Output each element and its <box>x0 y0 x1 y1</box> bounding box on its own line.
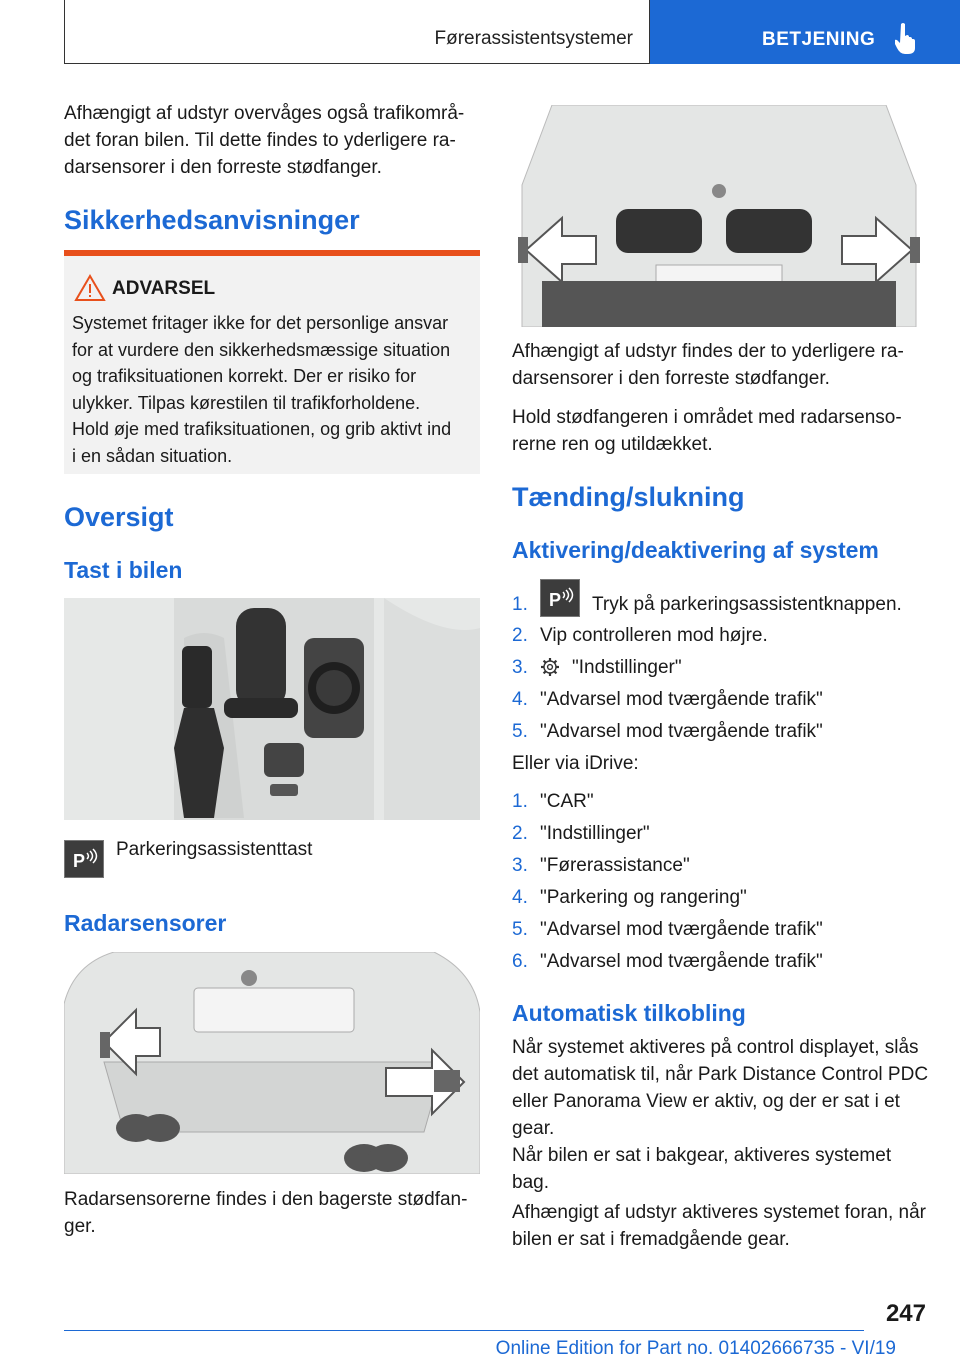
section-title: BETJENING <box>762 29 876 50</box>
radar-heading: Radarsensorer <box>64 910 227 936</box>
auto-heading: Automatisk tilkobling <box>512 1000 746 1026</box>
parking-sensor-icon <box>541 580 579 616</box>
idrive-step-2 <box>512 820 650 847</box>
reverse-paragraph <box>512 1142 942 1196</box>
step-2 <box>512 622 768 649</box>
step-text: "Indstillinger" <box>540 823 650 844</box>
warning-box <box>64 250 480 474</box>
front-caption <box>512 338 932 392</box>
footer-divider <box>64 1330 864 1331</box>
auto-line: Når systemet aktiveres på control displayet, slås <box>512 1037 919 1058</box>
front-bumper-illustration <box>512 105 926 327</box>
rear-bumper-illustration <box>64 952 480 1174</box>
step-number: 6. <box>512 951 528 972</box>
warning-line: Hold øje med trafiksituationen, og grib aktivt ind <box>72 419 452 439</box>
step-5 <box>512 718 823 745</box>
auto-line: eller Panorama View er aktiv, og der er sat i et <box>512 1091 900 1112</box>
center-console-illustration <box>64 598 480 820</box>
svg-text:P: P <box>549 590 562 610</box>
warning-line: for at vurdere den sikkerhedsmæssige situation <box>72 339 451 360</box>
warning-text <box>72 310 476 469</box>
step-number: 3. <box>512 657 528 678</box>
page-number: 247 <box>885 1300 926 1327</box>
intro-line: darsensorer i den forreste stødfanger. <box>64 157 382 178</box>
step-number: 2. <box>512 625 528 646</box>
step-text: "Førerassistance" <box>540 855 690 876</box>
button-heading: Tast i bilen <box>64 557 183 583</box>
radar-caption-line: ger. <box>64 1216 96 1237</box>
intro-paragraph <box>64 100 484 181</box>
keep-clean-paragraph <box>512 404 932 458</box>
keep-clean-line: rerne ren og utildækket. <box>512 434 713 455</box>
step-4 <box>512 686 823 713</box>
warning-title: ADVARSEL <box>112 278 216 299</box>
step-number: 3. <box>512 855 528 876</box>
idrive-step-1 <box>512 788 594 815</box>
step-text: "Advarsel mod tværgående trafik" <box>540 919 823 940</box>
forward-line: bilen er sat i fremadgående gear. <box>512 1229 790 1250</box>
reverse-line: Når bilen er sat i bakgear, aktiveres systemet <box>512 1145 892 1166</box>
warning-line: ulykker. Tilpas kørestilen til trafikforholdene. <box>72 392 421 413</box>
via-idrive-text: Eller via iDrive: <box>512 753 639 774</box>
intro-line: det foran bilen. Til dette findes to yderligere ra- <box>64 130 456 151</box>
overview-heading: Oversigt <box>64 502 174 532</box>
step-number: 4. <box>512 887 528 908</box>
step-text: "Advarsel mod tværgående trafik" <box>540 689 823 710</box>
safety-heading: Sikkerhedsanvisninger <box>64 205 360 235</box>
step-number: 1. <box>512 594 528 615</box>
step-text: "Advarsel mod tværgående trafik" <box>540 951 823 972</box>
center-console-image <box>64 598 480 820</box>
front-caption-line: darsensorer i den forreste stødfanger. <box>512 368 830 389</box>
step-number: 1. <box>512 791 528 812</box>
step-1 <box>512 591 902 618</box>
step-number: 2. <box>512 823 528 844</box>
step-text: Vip controlleren mod højre. <box>540 625 768 646</box>
park-assist-button-icon <box>64 840 104 878</box>
idrive-step-3 <box>512 852 690 879</box>
button-caption: Parkeringsassistenttast <box>116 839 313 860</box>
idrive-step-6 <box>512 948 823 975</box>
warning-line: og trafiksituationen korrekt. Der er risiko for <box>72 366 417 386</box>
header-chapter-box <box>64 0 650 64</box>
parking-assistant-button-icon <box>540 579 580 617</box>
front-caption-line: Afhængigt af udstyr findes der to yderligere ra- <box>512 341 904 362</box>
step-text: "Indstillinger" <box>572 657 682 678</box>
step-text: "Advarsel mod tværgående trafik" <box>540 721 823 742</box>
warning-line: i en sådan situation. <box>72 445 233 466</box>
step-3 <box>512 654 682 681</box>
intro-line: Afhængigt af udstyr overvåges også trafikområ- <box>64 103 465 124</box>
step-number: 5. <box>512 721 528 742</box>
pointing-hand-icon <box>895 22 921 54</box>
chapter-title: Førerassistentsystemer <box>434 28 633 49</box>
idrive-step-5 <box>512 916 823 943</box>
activation-heading: Aktivering/deaktivering af system <box>512 537 879 563</box>
edition-text: Online Edition for Part no. 01402666735 - VI/19 <box>495 1338 896 1359</box>
onoff-heading: Tænding/slukning <box>512 482 745 512</box>
auto-paragraph <box>512 1034 942 1142</box>
forward-paragraph <box>512 1199 942 1253</box>
auto-line: gear. <box>512 1118 555 1139</box>
reverse-line: bag. <box>512 1172 549 1193</box>
rear-bumper-image <box>64 952 480 1174</box>
auto-line: det automatisk til, når Park Distance Control PDC <box>512 1064 929 1085</box>
forward-line: Afhængigt af udstyr aktiveres systemet foran, når <box>512 1202 926 1223</box>
front-bumper-image <box>512 105 926 327</box>
parking-sensor-icon <box>65 841 103 877</box>
radar-caption <box>64 1186 484 1240</box>
warning-line: Systemet fritager ikke for det personlige ansvar <box>72 313 449 333</box>
step-text: "CAR" <box>540 791 594 812</box>
step-number: 4. <box>512 689 528 710</box>
gear-icon <box>540 657 560 677</box>
svg-text:P: P <box>73 851 86 871</box>
keep-clean-line: Hold stødfangeren i området med radarsenso- <box>512 407 902 428</box>
warning-triangle-icon <box>74 274 106 302</box>
step-number: 5. <box>512 919 528 940</box>
idrive-step-4 <box>512 884 747 911</box>
radar-caption-line: Radarsensorerne findes i den bagerste stødfan- <box>64 1189 468 1210</box>
step-text: Tryk på parkeringsassistentknappen. <box>592 594 902 615</box>
step-text: "Parkering og rangering" <box>540 887 747 908</box>
header-section-box <box>650 0 960 64</box>
